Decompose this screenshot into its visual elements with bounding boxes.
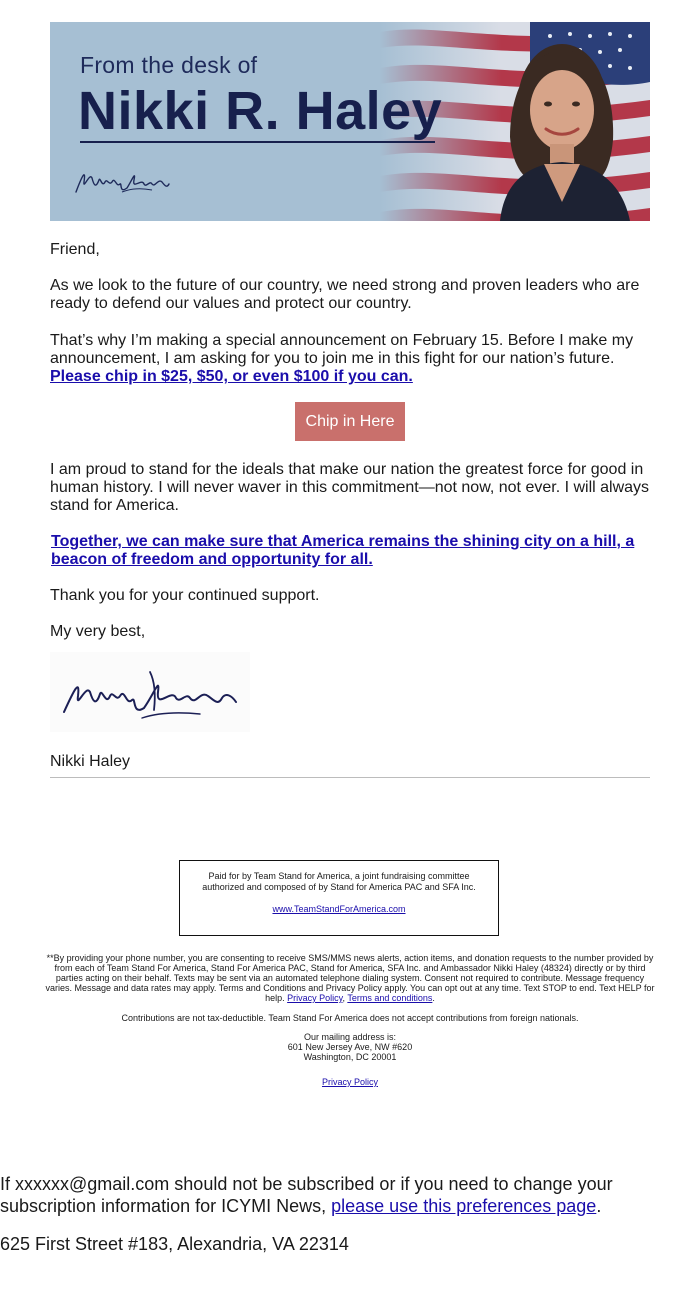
address-line-1: 601 New Jersey Ave, NW #620 (287, 1042, 413, 1052)
greeting: Friend, (50, 241, 100, 258)
paragraph-ideals: I am proud to stand for the ideals that make our nation the greatest force for good in human history. I will never waver in this commitment—not now, not ever. I will always stand for America. (50, 461, 650, 514)
contributions-notice: Contributions are not tax-deductible. Team Stand For America does not accept contributions from foreign nationals. (121, 1013, 579, 1023)
banner-signature-image (72, 158, 172, 200)
paragraph-announcement (50, 332, 650, 386)
privacy-policy-row (42, 1077, 658, 1087)
paragraph-intro: As we look to the future of our country, we need strong and proven leaders who are ready to defend our values and protect our country. (50, 277, 640, 312)
sms-disclaimer (42, 953, 658, 1003)
mailing-label: Our mailing address is: (303, 1032, 397, 1042)
announcement-text: That’s why I’m making a special announcement on February 15. Before I make my announcement, I am asking for you to join me in this fight for our nation’s future. (50, 332, 634, 367)
banner-from-text: From the desk of (80, 52, 258, 78)
together-link[interactable]: Together, we can make sure that America remains the shining city on a hill, a beacon of freedom and opportunity for all. (51, 533, 635, 568)
paragraph-together (51, 533, 651, 569)
paid-for-text: Paid for by Team Stand for America, a joint fundraising committee authorized and composed of by Stand for America PAC and SFA Inc. (202, 871, 476, 892)
signature-image (50, 652, 250, 732)
sms-separator: , (342, 993, 348, 1003)
banner-name: Nikki R. Haley (78, 81, 443, 141)
footer-address: 625 First Street #183, Alexandria, VA 22314 (0, 1234, 349, 1254)
email-content (45, 22, 655, 1087)
banner-divider (80, 141, 435, 143)
sms-privacy-link[interactable]: Privacy Policy (287, 993, 343, 1003)
mailing-address (42, 1032, 658, 1062)
paid-for-box (179, 860, 499, 936)
sms-end: . (432, 993, 435, 1003)
address-line-2: Washington, DC 20001 (303, 1052, 397, 1062)
privacy-policy-link[interactable]: Privacy Policy (321, 1077, 378, 1087)
thanks-text: Thank you for your continued support. (50, 587, 320, 604)
closing-text: My very best, (50, 623, 146, 640)
header-banner (50, 22, 650, 221)
chip-in-amount-link[interactable]: Please chip in $25, $50, or even $100 if you can. (50, 368, 413, 385)
team-stand-link[interactable]: www.TeamStandForAmerica.com (272, 904, 406, 914)
sms-disclaimer-text: **By providing your phone number, you are consenting to receive SMS/MMS news alerts, action items, and donation requests to the number provided by from each of Team Stand For America, Stand For America PAC, Stand for America, SFA Inc. and Ambassador Nikki Haley (48324) directly or by third parties acting on their behalf. Texts may be sent via an automated telephone dialing system. Consent not required to contribute. Message frequency varies. Message and data rates may apply. Terms and Conditions and Privacy Policy apply. You can opt out at any time. Text STOP to end. Text HELP for help. (45, 953, 655, 1003)
subscription-footer (0, 1173, 680, 1217)
chip-in-button[interactable]: Chip in Here (295, 402, 405, 441)
divider (50, 777, 650, 778)
portrait-photo (470, 32, 650, 221)
preferences-link[interactable]: please use this preferences page (331, 1196, 597, 1216)
subscription-text: If xxxxxx@gmail.com should not be subscribed or if you need to change your subscription information for ICYMI News, (0, 1174, 613, 1216)
signer-name: Nikki Haley (50, 753, 131, 770)
sms-terms-link[interactable]: Terms and conditions (347, 993, 433, 1003)
subscription-period: . (596, 1196, 602, 1216)
